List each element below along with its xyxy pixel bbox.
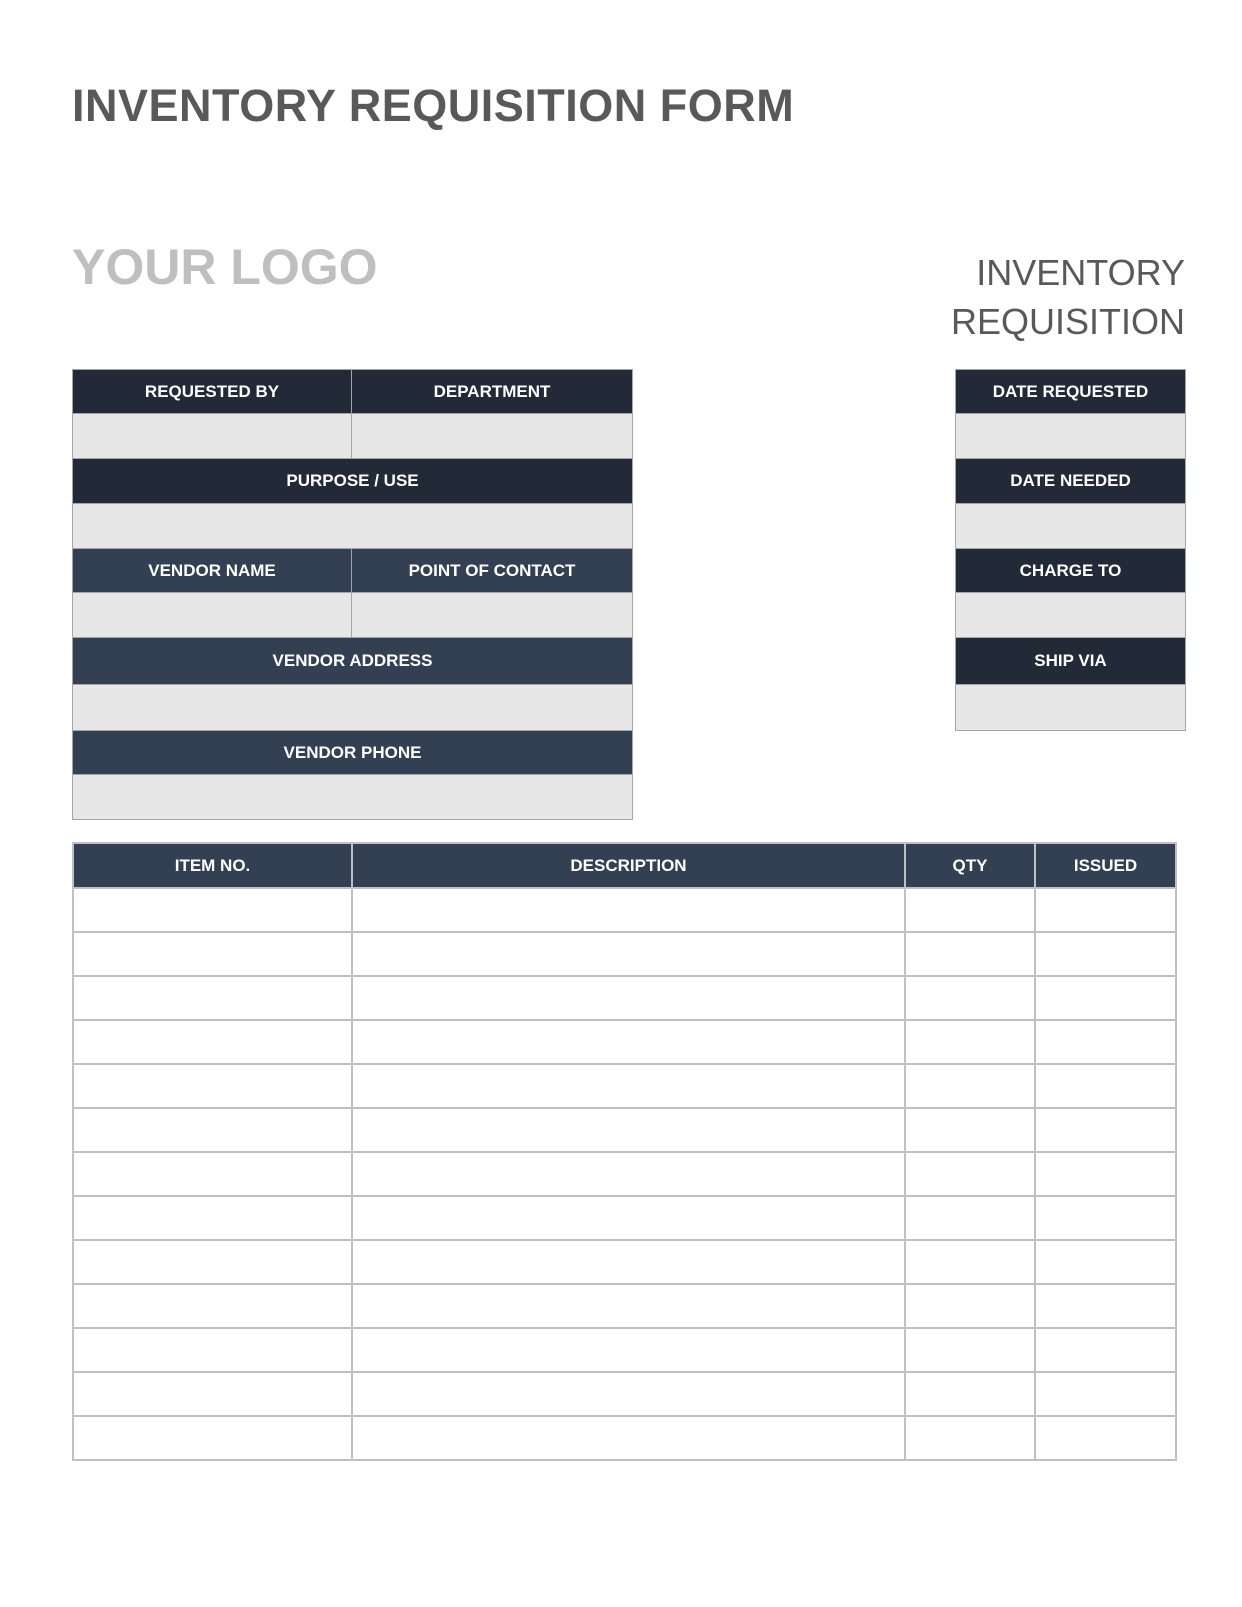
table-row xyxy=(73,1328,1176,1372)
item-no-cell[interactable] xyxy=(73,1372,352,1416)
item-no-cell[interactable] xyxy=(73,976,352,1020)
qty-cell[interactable] xyxy=(905,932,1035,976)
purpose-use-field[interactable] xyxy=(72,503,633,549)
description-cell[interactable] xyxy=(352,1152,905,1196)
vendor-name-label: VENDOR NAME xyxy=(72,548,352,593)
vendor-phone-label: VENDOR PHONE xyxy=(72,730,633,775)
issued-cell[interactable] xyxy=(1035,1284,1176,1328)
department-label: DEPARTMENT xyxy=(351,369,633,414)
description-cell[interactable] xyxy=(352,1196,905,1240)
table-row xyxy=(73,1152,1176,1196)
description-cell[interactable] xyxy=(352,888,905,932)
issued-cell[interactable] xyxy=(1035,1240,1176,1284)
purpose-use-label: PURPOSE / USE xyxy=(72,458,633,504)
point-of-contact-label: POINT OF CONTACT xyxy=(351,548,633,593)
table-row xyxy=(73,1240,1176,1284)
requested-by-label: REQUESTED BY xyxy=(72,369,352,414)
requested-by-field[interactable] xyxy=(72,413,352,459)
table-row xyxy=(73,1064,1176,1108)
description-cell[interactable] xyxy=(352,1284,905,1328)
issued-cell[interactable] xyxy=(1035,888,1176,932)
qty-cell[interactable] xyxy=(905,1152,1035,1196)
description-cell[interactable] xyxy=(352,1020,905,1064)
charge-to-label: CHARGE TO xyxy=(955,548,1186,593)
item-no-cell[interactable] xyxy=(73,1108,352,1152)
table-row xyxy=(73,888,1176,932)
issued-cell[interactable] xyxy=(1035,1108,1176,1152)
document-type-line-2: REQUISITION xyxy=(950,301,1185,342)
item-no-cell[interactable] xyxy=(73,1020,352,1064)
item-no-cell[interactable] xyxy=(73,888,352,932)
items-table xyxy=(72,842,1177,1461)
item-no-cell[interactable] xyxy=(73,1284,352,1328)
qty-cell[interactable] xyxy=(905,976,1035,1020)
item-no-cell[interactable] xyxy=(73,932,352,976)
issued-cell[interactable] xyxy=(1035,932,1176,976)
items-table-header xyxy=(73,843,1176,888)
vendor-address-label: VENDOR ADDRESS xyxy=(72,637,633,685)
item-no-cell[interactable] xyxy=(73,1196,352,1240)
issued-cell[interactable] xyxy=(1035,1152,1176,1196)
description-cell[interactable] xyxy=(352,1372,905,1416)
item-no-cell[interactable] xyxy=(73,1416,352,1460)
qty-cell[interactable] xyxy=(905,1020,1035,1064)
description-cell[interactable] xyxy=(352,1240,905,1284)
ship-via-label: SHIP VIA xyxy=(955,637,1186,685)
item-no-cell[interactable] xyxy=(73,1240,352,1284)
qty-column-header: QTY xyxy=(905,843,1035,888)
item-no-cell[interactable] xyxy=(73,1328,352,1372)
date-requested-label: DATE REQUESTED xyxy=(955,369,1186,414)
issued-cell[interactable] xyxy=(1035,1020,1176,1064)
description-cell[interactable] xyxy=(352,1416,905,1460)
vendor-phone-field[interactable] xyxy=(72,774,633,820)
date-needed-field[interactable] xyxy=(955,503,1186,549)
qty-cell[interactable] xyxy=(905,1328,1035,1372)
item-no-cell[interactable] xyxy=(73,1064,352,1108)
description-cell[interactable] xyxy=(352,1328,905,1372)
description-cell[interactable] xyxy=(352,1108,905,1152)
vendor-address-field[interactable] xyxy=(72,684,633,731)
table-row xyxy=(73,976,1176,1020)
qty-cell[interactable] xyxy=(905,1372,1035,1416)
description-cell[interactable] xyxy=(352,932,905,976)
qty-cell[interactable] xyxy=(905,888,1035,932)
table-row xyxy=(73,932,1176,976)
table-row xyxy=(73,1108,1176,1152)
document-type xyxy=(951,248,1185,346)
qty-cell[interactable] xyxy=(905,1196,1035,1240)
point-of-contact-field[interactable] xyxy=(351,592,633,638)
issued-cell[interactable] xyxy=(1035,1372,1176,1416)
issued-cell[interactable] xyxy=(1035,1064,1176,1108)
description-cell[interactable] xyxy=(352,976,905,1020)
issued-cell[interactable] xyxy=(1035,1328,1176,1372)
qty-cell[interactable] xyxy=(905,1284,1035,1328)
issued-cell[interactable] xyxy=(1035,1196,1176,1240)
form-title: INVENTORY REQUISITION FORM xyxy=(72,80,795,131)
logo-placeholder: YOUR LOGO xyxy=(72,239,378,295)
item-no-column-header: ITEM NO. xyxy=(73,843,352,888)
date-needed-label: DATE NEEDED xyxy=(955,458,1186,504)
qty-cell[interactable] xyxy=(905,1240,1035,1284)
issued-cell[interactable] xyxy=(1035,976,1176,1020)
ship-via-field[interactable] xyxy=(955,684,1186,731)
table-row xyxy=(73,1020,1176,1064)
table-row xyxy=(73,1372,1176,1416)
table-row xyxy=(73,1284,1176,1328)
qty-cell[interactable] xyxy=(905,1108,1035,1152)
description-column-header: DESCRIPTION xyxy=(352,843,905,888)
vendor-name-field[interactable] xyxy=(72,592,352,638)
qty-cell[interactable] xyxy=(905,1064,1035,1108)
department-field[interactable] xyxy=(351,413,633,459)
item-no-cell[interactable] xyxy=(73,1152,352,1196)
table-row xyxy=(73,1416,1176,1460)
issued-column-header: ISSUED xyxy=(1035,843,1176,888)
charge-to-field[interactable] xyxy=(955,592,1186,638)
qty-cell[interactable] xyxy=(905,1416,1035,1460)
table-row xyxy=(73,1196,1176,1240)
document-type-line-1: INVENTORY xyxy=(976,252,1185,293)
date-requested-field[interactable] xyxy=(955,413,1186,459)
description-cell[interactable] xyxy=(352,1064,905,1108)
issued-cell[interactable] xyxy=(1035,1416,1176,1460)
